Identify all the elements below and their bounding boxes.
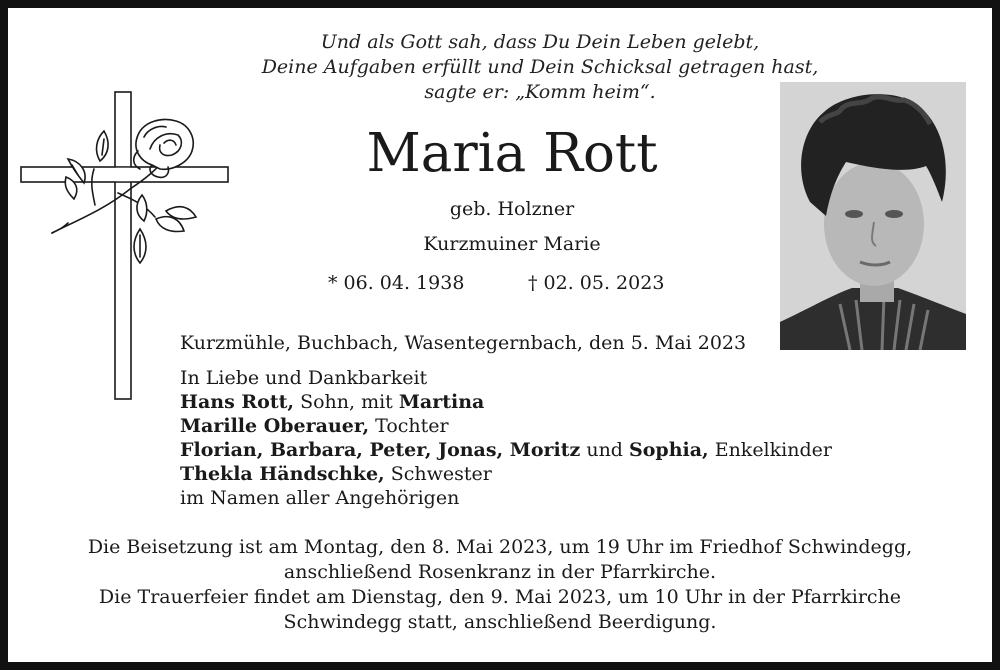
funeral-line: Schwindegg statt, anschließend Beerdigung.: [283, 611, 717, 633]
mourner-name: Martina: [398, 391, 485, 413]
mourner-line: [180, 414, 832, 438]
mourner-name: Marille Oberauer,: [180, 415, 370, 437]
mourner-relation: Enkelkinder: [708, 439, 832, 461]
funeral-details: [8, 535, 992, 635]
obituary-notice: [8, 8, 992, 662]
poem-line: Deine Aufgaben erfüllt und Dein Schicksal getragen hast,: [261, 56, 819, 78]
mourners-list: [180, 366, 832, 510]
mourner-name: Thekla Händschke,: [180, 463, 385, 485]
mourner-line: [180, 390, 832, 414]
mourner-name: Florian, Barbara, Peter, Jonas, Moritz: [180, 439, 581, 461]
nickname: Kurzmuiner Marie: [423, 233, 601, 255]
deceased-name: Maria Rott: [366, 123, 658, 184]
mourner-line: [180, 438, 832, 462]
funeral-line: Die Beisetzung ist am Montag, den 8. Mai 2023, um 19 Uhr im Friedhof Schwindegg,: [87, 536, 913, 558]
mourner-relation: Tochter: [369, 415, 449, 437]
mourner-name: Sophia,: [629, 439, 709, 461]
poem-line: sagte er: „Komm heim“.: [424, 81, 656, 103]
mourners-intro: In Liebe und Dankbarkeit: [180, 367, 428, 389]
funeral-line: Die Trauerfeier findet am Dienstag, den 9. Mai 2023, um 10 Uhr in der Pfarrkirche: [98, 586, 902, 608]
mourners-closing: im Namen aller Angehörigen: [180, 487, 460, 509]
place-and-date: Kurzmühle, Buchbach, Wasentegernbach, den 5. Mai 2023: [180, 332, 747, 354]
death-date: † 02. 05. 2023: [528, 272, 665, 294]
portrait-photo: [780, 82, 966, 350]
mourner-line: [180, 462, 832, 486]
poem-line: Und als Gott sah, dass Du Dein Leben gelebt,: [320, 31, 760, 53]
mourner-relation: Schwester: [384, 463, 492, 485]
funeral-line: anschließend Rosenkranz in der Pfarrkirche.: [283, 561, 717, 583]
birth-date: * 06. 04. 1938: [328, 272, 465, 294]
maiden-name: geb. Holzner: [449, 198, 575, 220]
mourner-relation: Sohn, mit: [294, 391, 399, 413]
mourner-connector: und: [580, 439, 630, 461]
mourner-name: Hans Rott,: [180, 391, 295, 413]
